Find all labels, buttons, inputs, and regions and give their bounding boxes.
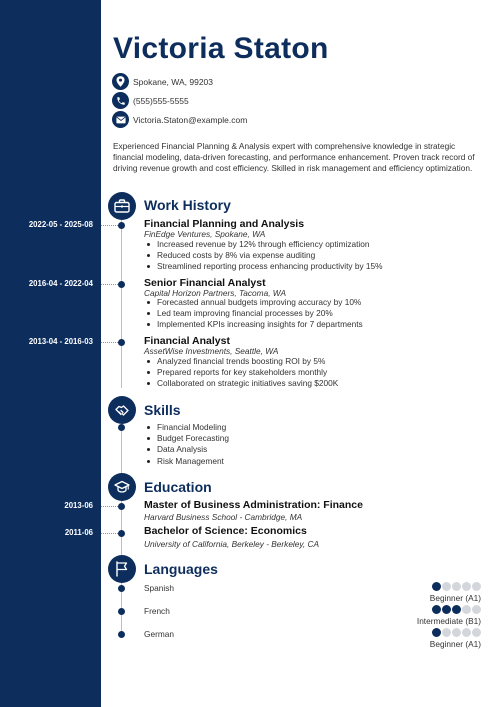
job-bullet: Analyzed financial trends boosting ROI by 5%	[147, 356, 338, 367]
rating-dot-empty	[462, 605, 471, 614]
job-bullet: Increased revenue by 12% through efficiency optimization	[147, 239, 383, 250]
rating-dot-empty	[472, 605, 481, 614]
phone-icon	[112, 92, 129, 109]
job-company: FinEdge Ventures, Spokane, WA	[144, 229, 266, 239]
job-title: Senior Financial Analyst	[144, 277, 266, 289]
job-bullet: Led team improving financial processes by 20%	[147, 308, 363, 319]
skills-section-icon	[108, 396, 136, 424]
work-history-section-icon	[108, 192, 136, 220]
skill-item: Risk Management	[147, 456, 229, 467]
timeline-dot	[118, 424, 125, 431]
language-name: Spanish	[144, 583, 174, 593]
job-date: 2013-04 - 2016-03	[28, 337, 93, 346]
rating-dot-empty	[462, 628, 471, 637]
location-pin-icon	[112, 73, 129, 90]
education-section-icon	[108, 473, 136, 501]
graduation-cap-icon	[114, 480, 130, 494]
flag-icon	[115, 561, 129, 577]
rating-dot-empty	[462, 582, 471, 591]
job-company: Capital Horizon Partners, Tacoma, WA	[144, 288, 287, 298]
language-level: Beginner (A1)	[429, 593, 481, 603]
degree-title: Bachelor of Science: Economics	[144, 525, 307, 537]
language-level: Beginner (A1)	[429, 639, 481, 649]
date-connector	[101, 225, 118, 226]
date-connector	[101, 533, 118, 534]
language-rating	[432, 582, 481, 591]
job-bullet: Streamlined reporting process enhancing productivity by 15%	[147, 261, 383, 272]
rating-dot-empty	[452, 582, 461, 591]
skill-item: Budget Forecasting	[147, 433, 229, 444]
language-name: French	[144, 606, 170, 616]
job-bullet: Reduced costs by 8% via expense auditing	[147, 250, 383, 261]
job-title: Financial Planning and Analysis	[144, 218, 305, 230]
skill-item: Data Analysis	[147, 444, 229, 455]
education-title: Education	[144, 479, 212, 495]
job-company: AssetWise Investments, Seattle, WA	[144, 346, 279, 356]
job-bullets	[147, 297, 363, 331]
language-name: German	[144, 629, 174, 639]
rating-dot-empty	[452, 628, 461, 637]
phone-text: (555)555-5555	[133, 95, 189, 106]
location-text: Spokane, WA, 99203	[133, 76, 214, 87]
job-bullet: Prepared reports for key stakeholders monthly	[147, 367, 338, 378]
skill-item: Financial Modeling	[147, 422, 229, 433]
job-bullets	[147, 356, 338, 390]
contact-email	[112, 111, 247, 128]
date-connector	[101, 506, 118, 507]
sidebar	[0, 0, 101, 707]
languages-section-icon	[108, 555, 136, 583]
professional-summary: Experienced Financial Planning & Analysis expert with comprehensive knowledge in strategic financial modeling, data-driven forecasting, and performance enhancement. Proven track record of driving revenue growth and cost efficiency. Skilled in risk management and efficiency optimization.	[113, 141, 475, 174]
timeline-dot	[118, 631, 125, 638]
timeline-dot	[118, 585, 125, 592]
rating-dot-empty	[442, 628, 451, 637]
job-bullet: Forecasted annual budgets improving accuracy by 10%	[147, 297, 363, 308]
job-date: 2022-05 - 2025-08	[28, 220, 93, 229]
rating-dot-empty	[472, 628, 481, 637]
language-level: Intermediate (B1)	[416, 616, 481, 626]
education-date: 2011-06	[64, 528, 93, 537]
school-name: University of California, Berkeley - Berkeley, CA	[144, 539, 320, 549]
contact-location	[112, 73, 213, 90]
timeline-dot	[118, 339, 125, 346]
job-bullets	[147, 239, 383, 273]
date-connector	[101, 284, 118, 285]
timeline-dot	[118, 608, 125, 615]
timeline-dot	[118, 222, 125, 229]
language-rating	[432, 628, 481, 637]
education-date: 2013-06	[64, 501, 93, 510]
job-bullet: Implemented KPIs increasing insights for 7 departments	[147, 319, 363, 330]
language-rating	[432, 605, 481, 614]
rating-dot-empty	[442, 582, 451, 591]
job-date: 2016-04 - 2022-04	[28, 279, 93, 288]
timeline-line	[121, 215, 122, 388]
envelope-icon	[112, 111, 129, 128]
timeline-dot	[118, 503, 125, 510]
email-text[interactable]: Victoria.Staton@example.com	[133, 114, 248, 125]
rating-dot-filled	[442, 605, 451, 614]
briefcase-icon	[114, 199, 130, 213]
rating-dot-filled	[432, 582, 441, 591]
rating-dot-empty	[472, 582, 481, 591]
date-connector	[101, 342, 118, 343]
timeline-dot	[118, 281, 125, 288]
job-bullet: Collaborated on strategic initiatives saving $200K	[147, 378, 338, 389]
rating-dot-filled	[432, 628, 441, 637]
skills-title: Skills	[144, 402, 181, 418]
rating-dot-filled	[432, 605, 441, 614]
rating-dot-filled	[452, 605, 461, 614]
handshake-icon	[114, 402, 130, 418]
job-title: Financial Analyst	[144, 335, 230, 347]
languages-title: Languages	[144, 561, 218, 577]
timeline-dot	[118, 530, 125, 537]
contact-phone	[112, 92, 189, 109]
school-name: Harvard Business School - Cambridge, MA	[144, 512, 303, 522]
degree-title: Master of Business Administration: Finance	[144, 499, 363, 511]
skills-list	[147, 422, 229, 467]
work-history-title: Work History	[144, 197, 231, 213]
candidate-name: Victoria Staton	[113, 32, 329, 65]
